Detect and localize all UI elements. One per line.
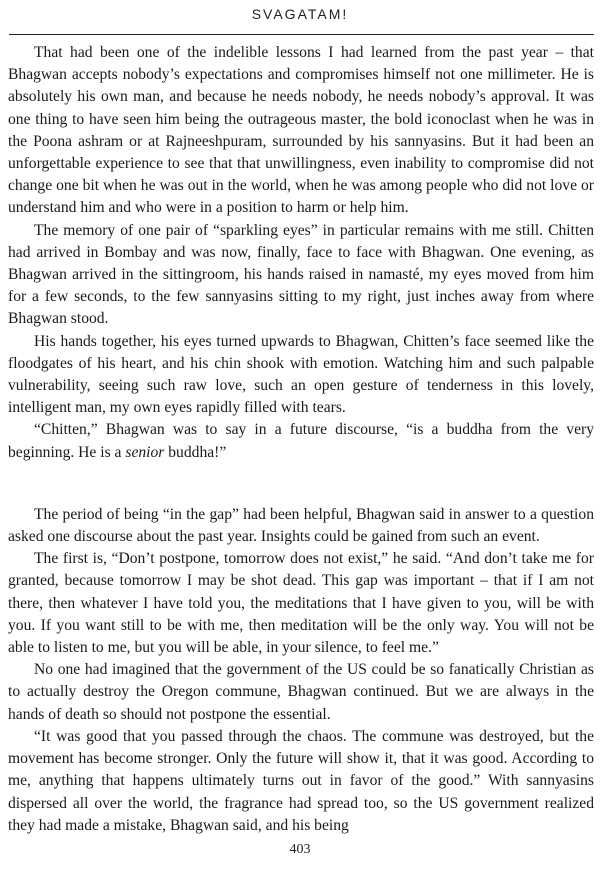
section-break <box>8 464 594 504</box>
header-rule <box>9 34 594 35</box>
paragraph-chitten-quote <box>8 419 594 463</box>
paragraph: That had been one of the indelible lessons I had learned from the past year – that Bhagwan accepts nobody’s expectations and compromises himself not one millimeter. He is absolutely his own man, and because he needs nobody, he needs nobody’s approval. It was one thing to have seen him being the outrageous master, the bold iconoclast when he was in the Poona ashram or at Rajneeshpuram, surrounded by his sannyasins. But it had been an unforgettable experience to see that that unwillingness, even inability to compromise did not change one bit when he was out in the world, when he was among people who did not love or understand him and who were in a position to harm or help him. <box>8 44 594 217</box>
paragraph: The memory of one pair of “sparkling eyes” in particular remains with me still. Chitten had arrived in Bombay and was now, finally, face to face with Bhagwan. One evening, as Bhagwan arrived in the sittingroom, his hands raised in namasté, my eyes moved from him for a few seconds, to the few sannyasins sitting to my right, just inches away from where Bhagwan stood. <box>8 221 594 328</box>
body-text <box>8 42 594 837</box>
quote-text-after: buddha!” <box>164 443 227 461</box>
paragraph: His hands together, his eyes turned upwards to Bhagwan, Chitten’s face seemed like the floodgates of his heart, and his chin shook with emotion. Watching him and such palpable vulnerability, seeing such raw love, such an open gesture of tenderness in this lovely, intelligent man, my own eyes rapidly filled with tears. <box>8 332 594 417</box>
quote-emphasis: senior <box>125 443 165 461</box>
running-head: SVAGATAM! <box>251 6 349 22</box>
paragraph: “It was good that you passed through the chaos. The commune was destroyed, but the movement has become stronger. Only the future will show it, that it was good. According to me, anything that happens ultimately turns out in favor of the good.” With sannyasins dispersed all over the world, the fragrance had spread too, so the US government realized they had made a mistake, Bhagwan said, and his being <box>8 727 594 834</box>
paragraph: The period of being “in the gap” had been helpful, Bhagwan said in answer to a question asked one discourse about the past year. Insights could be gained from such an event. <box>8 505 594 546</box>
page-number: 403 <box>289 842 311 857</box>
paragraph: The first is, “Don’t postpone, tomorrow does not exist,” he said. “And don’t take me for granted, because tomorrow I may be shot dead. This gap was important – that if I am not there, then whatever I have told you, the meditations that I have given to you, will be with you. If you want still to be with me, then meditation will be the only way. You will not be able to listen to me, but you will be able, in your silence, to feel me.” <box>8 550 594 657</box>
quote-text-before: “Chitten,” Bhagwan was to say in a future discourse, “is a buddha from the very beginning. He is a <box>8 421 594 461</box>
paragraph: No one had imagined that the government of the US could be so fanatically Christian as to actually destroy the Oregon commune, Bhagwan continued. But we are always in the hands of death so should not postpone the essential. <box>8 661 594 723</box>
